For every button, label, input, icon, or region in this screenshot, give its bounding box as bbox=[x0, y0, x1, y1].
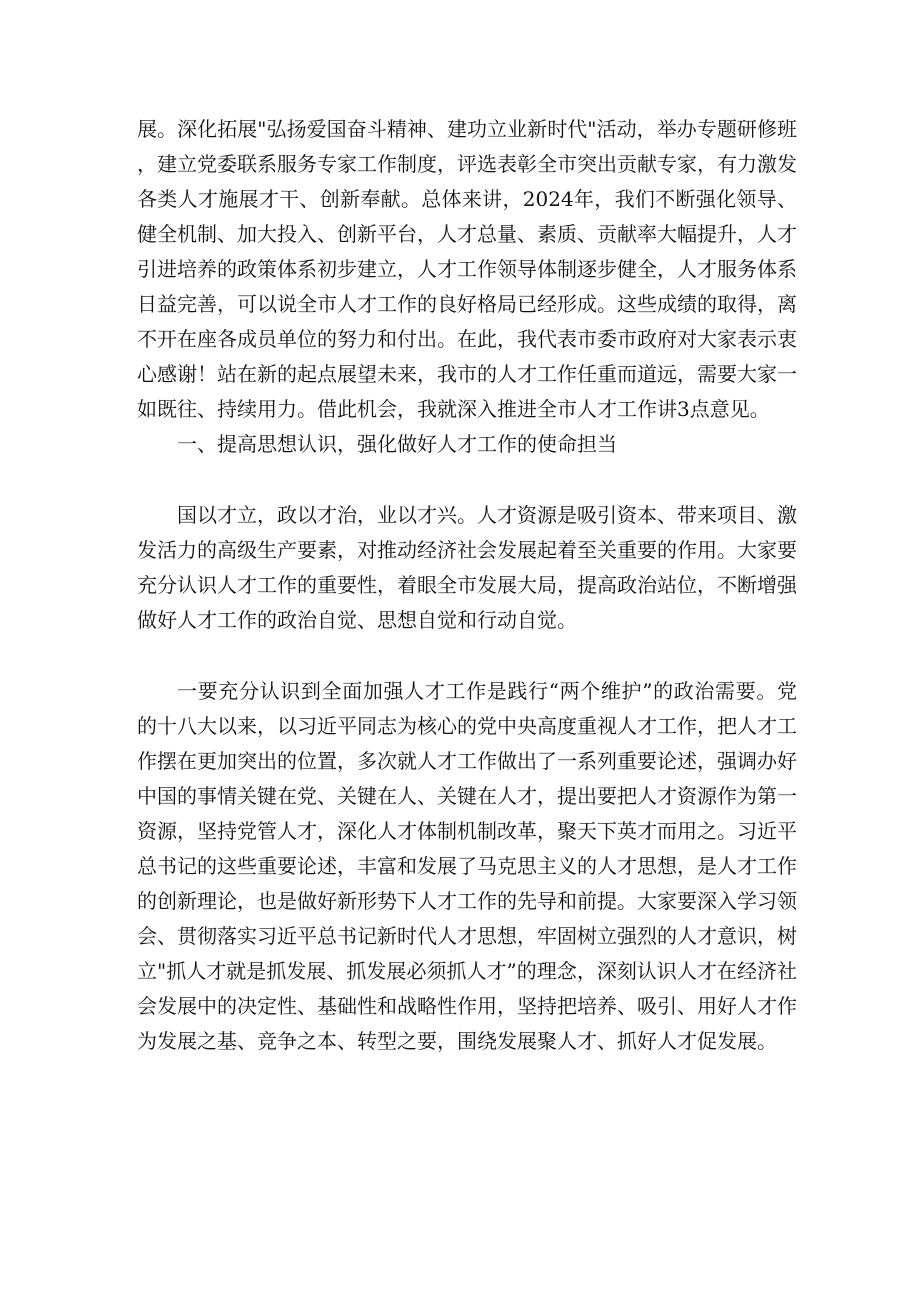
document-body bbox=[137, 112, 797, 1059]
continued-paragraph: 展。深化拓展"弘扬爱国奋斗精神、建功立业新时代"活动，举办专题研修班，建立党委联系服务专家工作制度，评选表彰全市突出贡献专家，有力激发各类人才施展才干、创新奉献。总体来讲，2024年，我们不断强化领导、健全机制、加大投入、创新平台，人才总量、素质、贡献率大幅提升，人才引进培养的政策体系初步建立，人才工作领导体制逐步健全，人才服务体系日益完善，可以说全市人才工作的良好格局已经形成。这些成绩的取得，离不开在座各成员单位的努力和付出。在此，我代表市委市政府对大家表示衷心感谢！站在新的起点展望未来，我市的人才工作任重而道远，需要大家一如既往、持续用力。借此机会，我就深入推进全市人才工作讲3点意见。 bbox=[137, 117, 797, 421]
intro-paragraph: 国以才立，政以才治，业以才兴。人才资源是吸引资本、带来项目、激发活力的高级生产要素，对推动经济社会发展起着至关重要的作用。大家要充分认识人才工作的重要性，着眼全市发展大局，提高政治站位，不断增强做好人才工作的政治自觉、思想自觉和行动自觉。 bbox=[137, 503, 797, 632]
point-one-paragraph: 一要充分认识到全面加强人才工作是践行“两个维护”的政治需要。党的十八大以来，以习近平同志为核心的党中央高度重视人才工作，把人才工作摆在更加突出的位置，多次就人才工作做出了一系列重要论述，强调办好中国的事情关键在党、关键在人、关键在人才，提出要把人才资源作为第一资源，坚持党管人才，深化人才体制机制改革，聚天下英才而用之。习近平总书记的这些重要论述，丰富和发展了马克思主义的人才思想，是人才工作的创新理论，也是做好新形势下人才工作的先导和前提。大家要深入学习领会、贯彻落实习近平总书记新时代人才思想，牢固树立强烈的人才意识，树立"抓人才就是抓发展、抓发展必须抓人才”的理念，深刻认识人才在经济社会发展中的决定性、基础性和战略性作用，坚持把培养、吸引、用好人才作为发展之基、竞争之本、转型之要，围绕发展聚人才、抓好人才促发展。 bbox=[137, 679, 797, 1053]
section-heading: 一、提高思想认识，强化做好人才工作的使命担当 bbox=[177, 432, 617, 456]
